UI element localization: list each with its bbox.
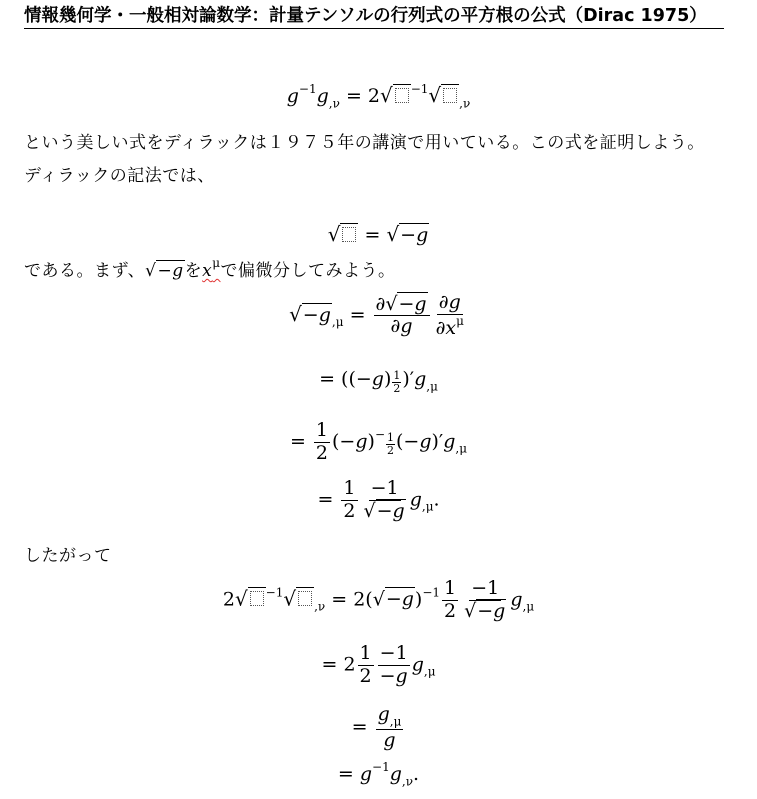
formula-step-2: = ((−g) $\frac{1}{2}$ )$'g_{,\mu}$: [319, 368, 438, 395]
paragraph-notation: ディラックの記法では、: [24, 166, 215, 186]
placeholder-box-icon: [393, 84, 411, 107]
paragraph-intro: という美しい式をディラックは１９７５年の講演で用いている。この式を証明しよう。: [24, 133, 705, 153]
formula-result-4: = $g^{-1}g_{,\nu}$.: [337, 760, 420, 789]
formula-step-4: = $\frac{1}{2}$ $\frac{-1}{√-g}$ $g_{,\mu}$.: [317, 477, 440, 522]
formula-step-3: = $\frac{1}{2}$ (−g)− $\frac{1}{2}$ $(-g)'g_{,\mu}$: [289, 419, 468, 464]
paragraph-derivative: である。まず、√−gを$x^\mu$で偏微分してみよう。: [24, 256, 396, 281]
placeholder-box-icon: [250, 591, 264, 606]
formula-result-2: = 2 $\frac{1}{2}$ $\frac{-1}{-g}$ $g_{,\mu}$: [321, 642, 436, 687]
placeholder-box-icon: [298, 591, 312, 606]
paragraph-therefore: したがって: [24, 546, 112, 566]
placeholder-box-icon: [441, 84, 459, 107]
formula-notation: √ = √−g: [327, 222, 429, 246]
formula-step-1: $√-g_{,\mu}$ = $\frac{\partial√-g}{\partial g}$ $\frac{\partial g}{\partial x^\mu}$: [289, 291, 464, 339]
placeholder-box-icon: [342, 227, 356, 242]
formula-dirac: $g^{-1}g_{,\nu} = 2√$ $^{-1}$√ $_{,\nu}$: [286, 82, 471, 111]
page-title: 情報幾何学・一般相対論数学：計量テンソルの行列式の平方根の公式（Dirac 1975）: [24, 2, 724, 29]
formula-result-3: = $\frac{g_{,\mu}}{g}$: [351, 703, 402, 752]
formula-result-1: 2√ $^{-1}$√ $_{,\nu} = 2(√-g)^{-1}$ $\frac{1}{2}$ $\frac{-1}{√-g}$ $g_{,\mu}$: [222, 577, 535, 622]
